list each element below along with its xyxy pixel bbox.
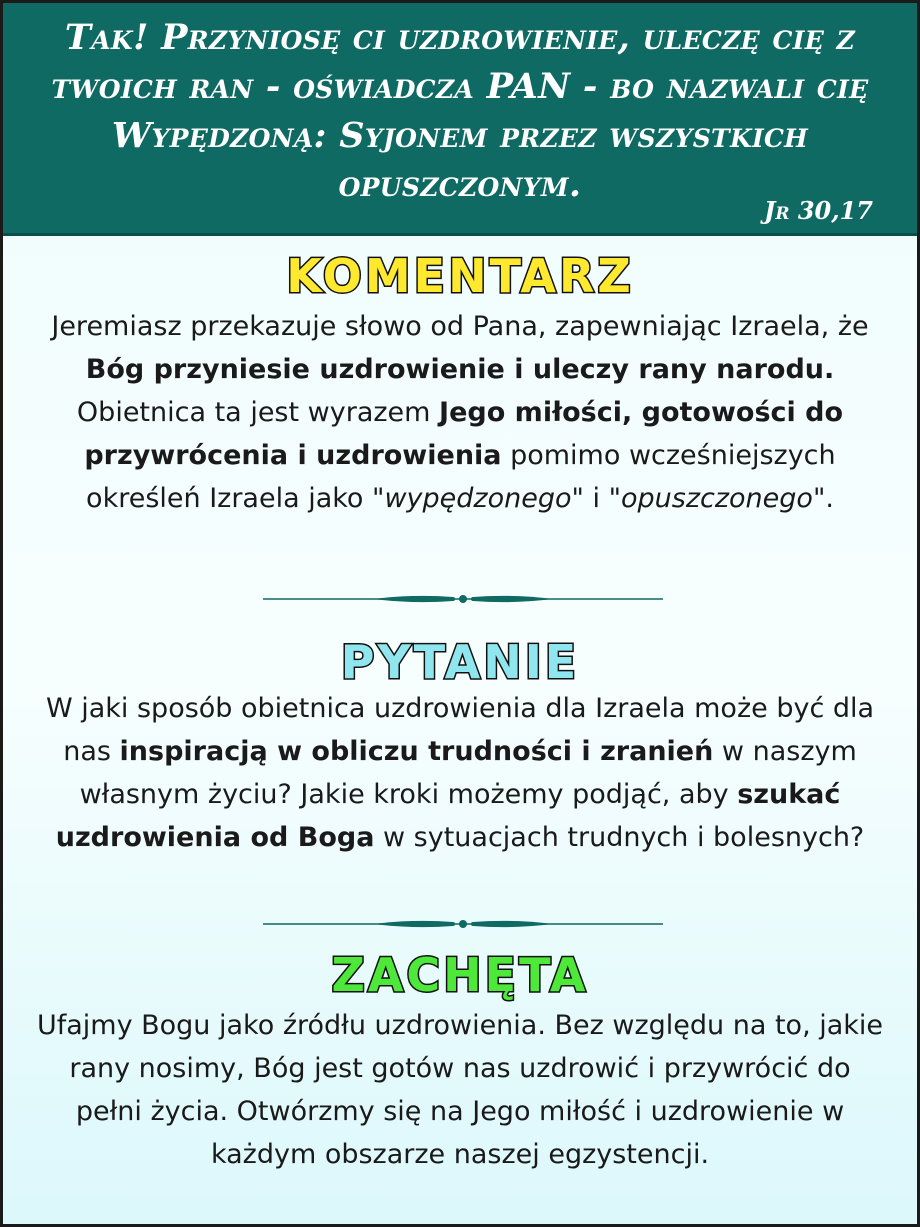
text-segment: Obietnica ta jest wyrazem xyxy=(76,397,440,428)
section-body-komentarz xyxy=(33,305,887,520)
text-segment: "wypędzonego" xyxy=(372,483,584,514)
ornament-divider-icon xyxy=(263,916,663,932)
text-segment: "opuszczonego" xyxy=(608,483,826,514)
verse-header xyxy=(3,3,917,236)
text-segment: Jeremiasz przekazuje słowo od Pana, zapewniając Izraela, że xyxy=(51,311,869,342)
text-segment: pomimo wcześniejszych określeń Izraela jako xyxy=(86,440,836,514)
section-body-zacheta xyxy=(33,1004,887,1176)
text-segment: i xyxy=(583,483,609,514)
section-title-zacheta: ZACHĘTA xyxy=(331,948,589,1002)
text-segment: W jaki sposób obietnica uzdrowienia dla Izraela może być dla nas xyxy=(45,693,875,767)
text-segment: Bóg przyniesie uzdrowienie i uleczy rany narodu. xyxy=(85,354,835,385)
verse-reference: Jr 30,17 xyxy=(764,196,873,225)
ornament-divider-icon xyxy=(263,591,663,607)
section-body-pytanie xyxy=(33,687,887,859)
text-segment: w sytuacjach trudnych i bolesnych? xyxy=(374,822,865,853)
text-segment: szukać uzdrowienia od Boga xyxy=(55,779,841,853)
text-segment: Ufajmy Bogu jako źródłu uzdrowienia. Bez względu na to, jakie rany nosimy, Bóg jest gotów nas uzdrowić i przywrócić do pełni życia. Otwórzmy się na Jego miłość i uzdrowienie w każdym obszarze naszej egzystencji. xyxy=(36,1010,884,1170)
text-segment: inspiracją w obliczu trudności i zranień xyxy=(119,736,714,767)
section-title-pytanie: PYTANIE xyxy=(340,635,580,689)
text-segment: . xyxy=(825,483,834,514)
text-segment: Jego miłości, gotowości do przywrócenia i uzdrowienia xyxy=(84,397,844,471)
section-title-komentarz: KOMENTARZ xyxy=(286,249,634,303)
bible-verse: Tak! Przyniosę ci uzdrowienie, uleczę cię z twoich ran - oświadcza PAN - bo nazwali cię Wypędzoną: Syjonem przez wszystkich opuszczonym. xyxy=(51,17,869,205)
text-segment: w naszym własnym życiu? Jakie kroki możemy podjąć, aby xyxy=(79,736,857,810)
